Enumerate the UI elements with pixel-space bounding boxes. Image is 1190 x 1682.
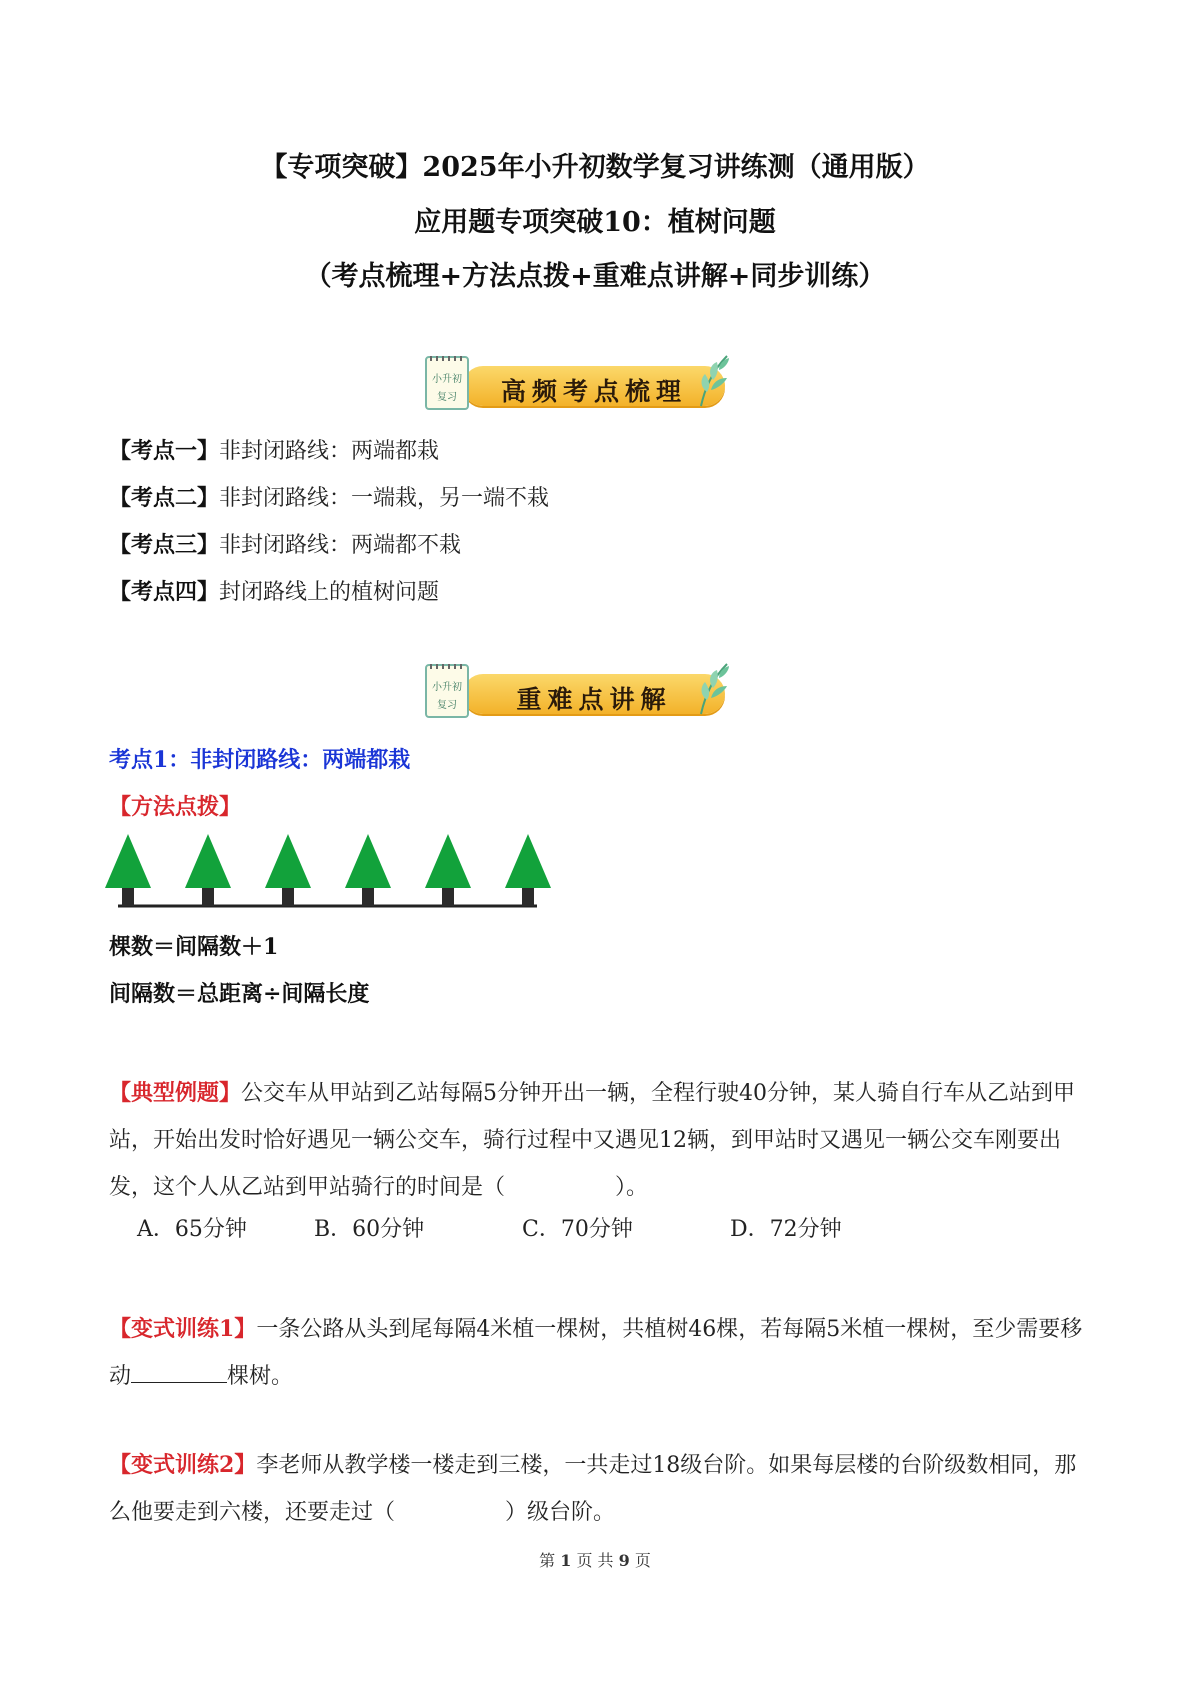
- option-c: C．70分钟: [522, 1217, 633, 1242]
- tree-icon: [345, 834, 391, 906]
- option-b: B．60分钟: [314, 1217, 425, 1242]
- doc-title: 【专项突破】2025年小升初数学复习讲练测（通用版）: [260, 152, 930, 183]
- banner-label: 重难点讲解: [516, 685, 672, 714]
- formula-interval-count: 间隔数＝总距离÷间隔长度: [109, 981, 370, 1007]
- point-item: 【考点一】非封闭路线：两端都栽: [109, 438, 440, 464]
- tree-planting-diagram: [104, 830, 564, 910]
- tree-icon: [185, 834, 231, 906]
- book-icon: 小升初 复习: [425, 356, 469, 410]
- point-item: 【考点三】非封闭路线：两端都不栽: [109, 532, 462, 558]
- option-a: A．65分钟: [137, 1217, 247, 1242]
- formula-tree-count: 棵数＝间隔数＋1: [109, 934, 279, 960]
- banner-pill: [463, 366, 725, 406]
- page-total: 9: [618, 1551, 630, 1570]
- answer-blank[interactable]: [131, 1362, 227, 1383]
- leaf-icon: [695, 660, 731, 716]
- point-item: 【考点二】非封闭路线：一端栽，另一端不栽: [109, 485, 550, 511]
- tree-icon: [425, 834, 471, 906]
- book-icon: 小升初 复习: [425, 664, 469, 718]
- banner-pill: [463, 674, 725, 714]
- doc-subtitle: 应用题专项突破10：植树问题: [414, 207, 776, 238]
- leaf-icon: [695, 352, 731, 408]
- tree-icon: [505, 834, 551, 906]
- topic-heading: 考点1：非封闭路线：两端都栽: [109, 747, 411, 773]
- page-number: 1: [560, 1551, 572, 1570]
- banner-label: 高频考点梳理: [500, 377, 687, 406]
- variant-training-1: 【变式训练1】一条公路从头到尾每隔4米植一棵树，共植树46棵，若每隔5米植一棵树，至少需要移动 棵树。: [109, 1316, 1083, 1389]
- doc-subtitle-note: （考点梳理+方法点拨+重难点讲解+同步训练）: [304, 261, 886, 292]
- section-banner-frequent-points: [425, 352, 765, 418]
- section-banner-key-points: [425, 660, 765, 726]
- option-d: D．72分钟: [730, 1217, 842, 1242]
- tree-icon: [105, 834, 151, 906]
- point-item: 【考点四】封闭路线上的植树问题: [109, 579, 440, 605]
- variant-training-2: 【变式训练2】李老师从教学楼一楼走到三楼，一共走过18级台阶。如果每层楼的台阶级数相同，那么他要走到六楼，还要走过（ ）级台阶。: [109, 1452, 1077, 1525]
- tree-icon: [265, 834, 311, 906]
- method-heading: 【方法点拨】: [109, 794, 242, 820]
- page-footer: 第 1 页 共 9 页: [539, 1551, 651, 1570]
- example-problem: 【典型例题】公交车从甲站到乙站每隔5分钟开出一辆，全程行驶40分钟，某人骑自行车从乙站到甲站，开始出发时恰好遇见一辆公交车，骑行过程中又遇见12辆，到甲站时又遇见一辆公交车刚要出发，这个人从乙站到甲站骑行的时间是（ ）。: [109, 1080, 1076, 1200]
